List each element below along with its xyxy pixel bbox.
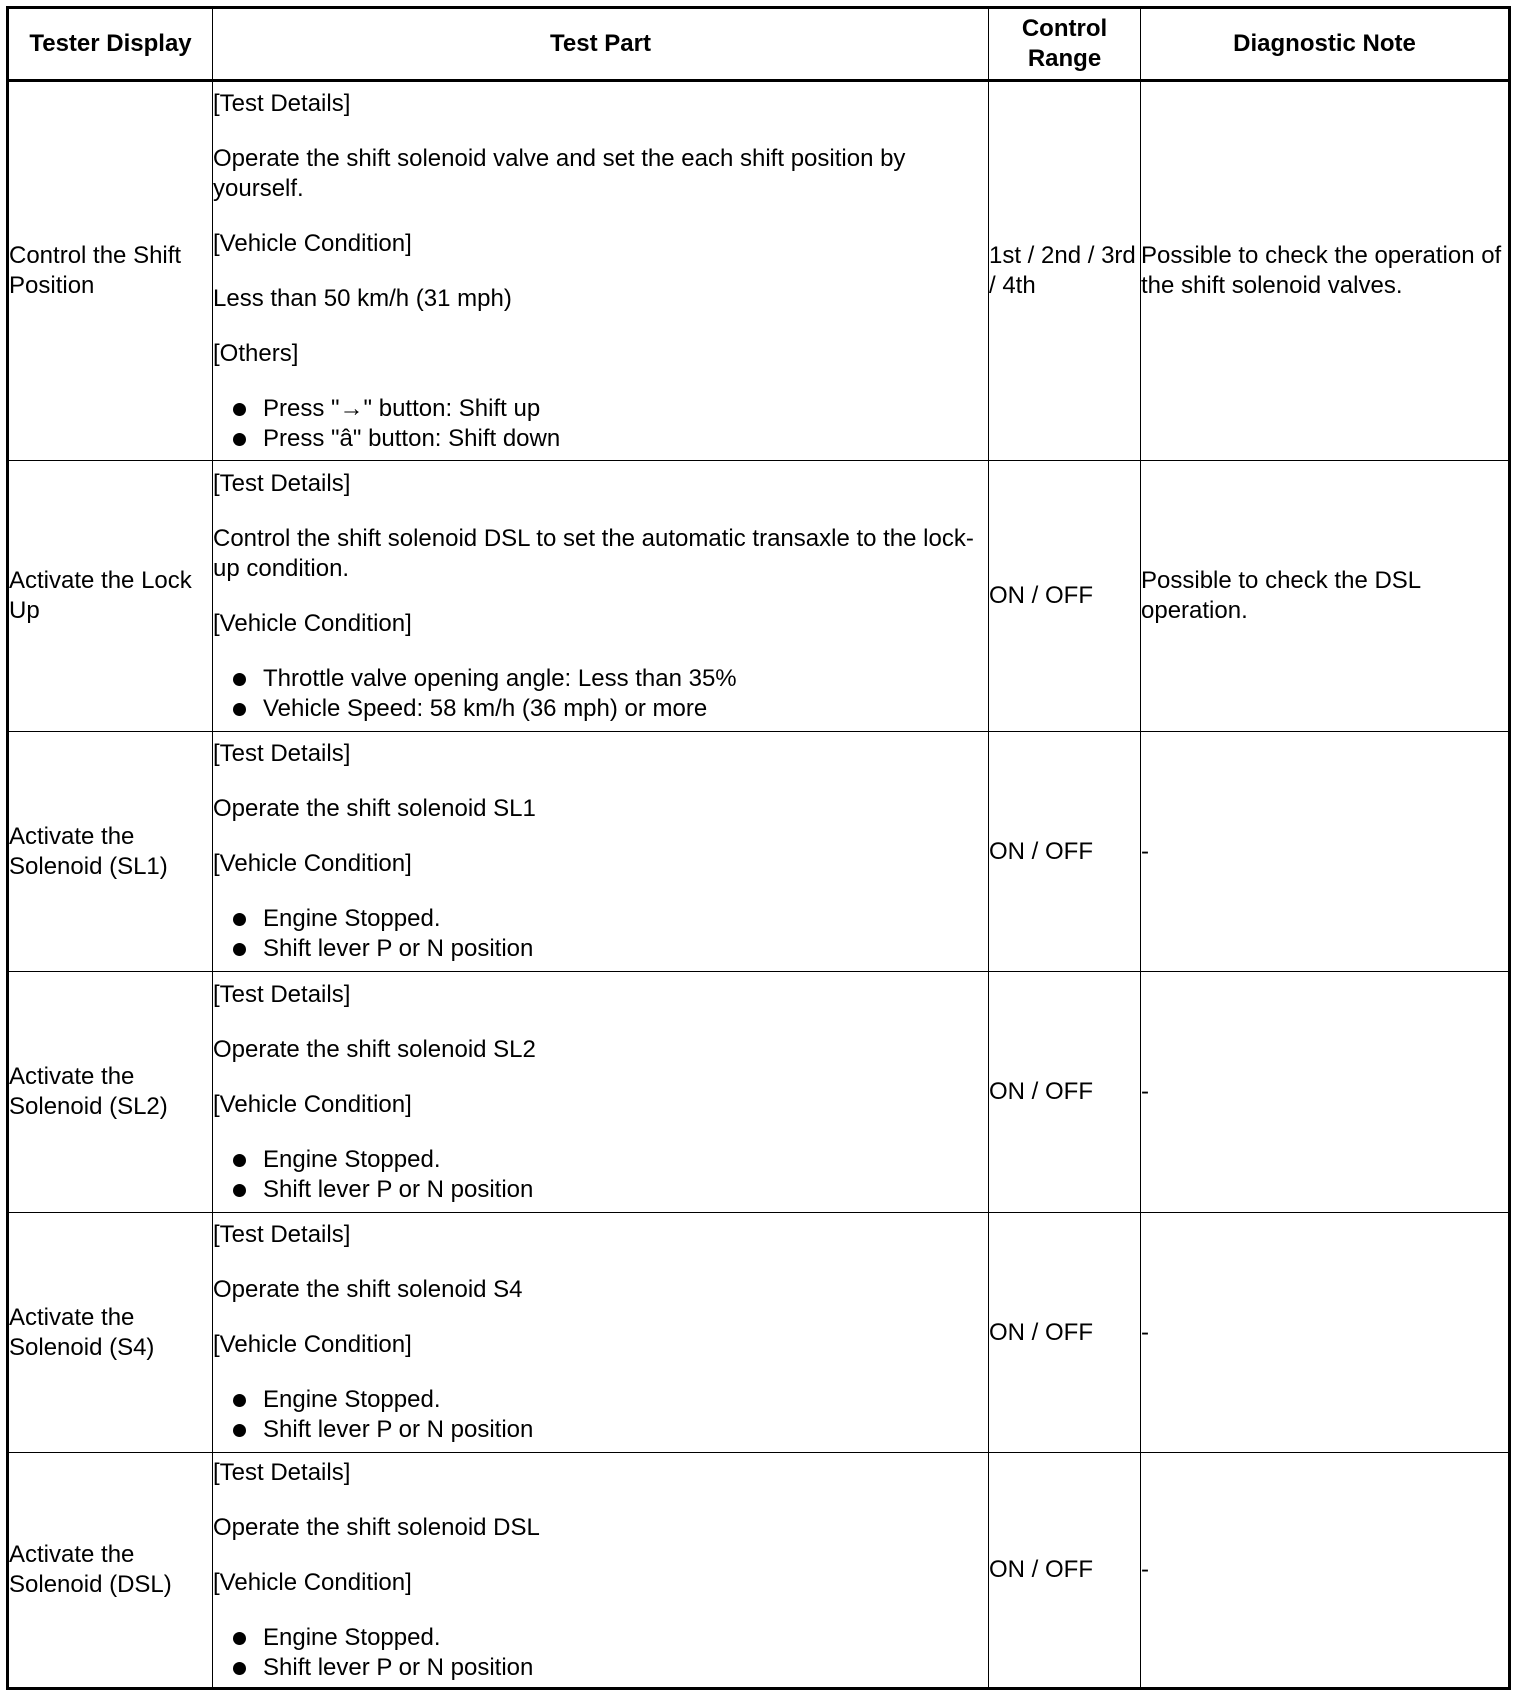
header-control-range — [989, 8, 1141, 81]
condition-bullet: Throttle valve opening angle: Less than 35% — [213, 664, 988, 694]
header-control-range-line2: Range — [1027, 45, 1102, 72]
test-part-paragraph: [Vehicle Condition] — [213, 850, 412, 877]
control-range-cell: ON / OFF — [989, 1453, 1141, 1689]
condition-bullet: Vehicle Speed: 58 km/h (36 mph) or more — [213, 694, 988, 724]
test-part-paragraph: Operate the shift solenoid S4 — [213, 1276, 523, 1303]
test-part-paragraph: Operate the shift solenoid DSL — [213, 1513, 540, 1541]
test-part-paragraph: [Vehicle Condition] — [213, 1568, 412, 1596]
diagnostic-note-cell: Possible to check the DSL operation. — [1141, 461, 1510, 732]
condition-bullet: Shift lever P or N position — [213, 934, 988, 964]
test-part-cell — [213, 732, 989, 972]
test-part-paragraph: [Test Details] — [213, 469, 351, 497]
test-part-paragraph: [Test Details] — [213, 1221, 351, 1248]
test-part-paragraph: [Test Details] — [213, 980, 351, 1008]
test-part-paragraph: [Test Details] — [213, 1458, 351, 1486]
test-part-cell — [213, 81, 989, 461]
test-part-paragraph: [Vehicle Condition] — [213, 1331, 412, 1358]
tester-display-cell: Activate the Solenoid (S4) — [8, 1213, 213, 1453]
condition-bullet-list — [213, 394, 988, 454]
active-test-table — [6, 6, 1511, 1690]
test-part-paragraph: [Test Details] — [213, 740, 351, 767]
test-part-paragraph: Less than 50 km/h (31 mph) — [213, 284, 512, 312]
diagnostic-note-cell: - — [1141, 1453, 1510, 1689]
test-part-paragraph: [Vehicle Condition] — [213, 1090, 412, 1118]
condition-bullet: Press "â" button: Shift down — [213, 424, 988, 454]
test-part-cell — [213, 1453, 989, 1689]
condition-bullet-list — [213, 1623, 988, 1683]
control-range-cell: ON / OFF — [989, 972, 1141, 1213]
header-tester-display: Tester Display — [8, 8, 213, 81]
condition-bullet-list — [213, 1145, 988, 1205]
condition-bullet: Shift lever P or N position — [213, 1175, 988, 1205]
header-control-range-line1: Control — [1021, 15, 1108, 42]
test-part-cell — [213, 1213, 989, 1453]
test-part-paragraph: Operate the shift solenoid valve and set the each shift position by yourself. — [213, 144, 906, 202]
table-row — [8, 461, 1510, 732]
condition-bullet-list — [213, 904, 988, 964]
test-part-paragraph: Operate the shift solenoid SL1 — [213, 795, 536, 822]
table-body — [8, 81, 1510, 1689]
header-test-part: Test Part — [213, 8, 989, 81]
table-row — [8, 1453, 1510, 1689]
test-part-paragraph: [Others] — [213, 339, 299, 367]
condition-bullet: Engine Stopped. — [213, 1623, 988, 1653]
test-part-paragraph: [Vehicle Condition] — [213, 609, 412, 637]
condition-bullet: Shift lever P or N position — [213, 1415, 988, 1445]
test-part-paragraph: [Test Details] — [213, 89, 351, 117]
condition-bullet: Shift lever P or N position — [213, 1653, 988, 1683]
control-range-cell: 1st / 2nd / 3rd / 4th — [989, 81, 1141, 461]
tester-display-cell: Activate the Solenoid (SL1) — [8, 732, 213, 972]
test-part-cell — [213, 461, 989, 732]
diagnostic-note-cell: Possible to check the operation of the shift solenoid valves. — [1141, 81, 1510, 461]
diagnostic-note-cell: - — [1141, 972, 1510, 1213]
test-part-paragraph: Operate the shift solenoid SL2 — [213, 1035, 536, 1063]
condition-bullet-list — [213, 664, 988, 724]
tester-display-cell: Control the Shift Position — [8, 81, 213, 461]
condition-bullet: Engine Stopped. — [213, 1385, 988, 1415]
test-part-paragraph: [Vehicle Condition] — [213, 229, 412, 257]
control-range-cell: ON / OFF — [989, 1213, 1141, 1453]
condition-bullet: Engine Stopped. — [213, 904, 988, 934]
control-range-cell: ON / OFF — [989, 732, 1141, 972]
condition-bullet: Press "→" button: Shift up — [213, 394, 988, 424]
diagnostic-note-cell: - — [1141, 1213, 1510, 1453]
control-range-cell: ON / OFF — [989, 461, 1141, 732]
test-part-paragraph: Control the shift solenoid DSL to set the automatic transaxle to the lock-up condition. — [213, 524, 974, 582]
tester-display-cell: Activate the Solenoid (SL2) — [8, 972, 213, 1213]
tester-display-cell: Activate the Solenoid (DSL) — [8, 1453, 213, 1689]
header-diagnostic-note: Diagnostic Note — [1141, 8, 1510, 81]
test-part-cell — [213, 972, 989, 1213]
condition-bullet-list — [213, 1385, 988, 1445]
diagnostic-note-cell: - — [1141, 732, 1510, 972]
tester-display-cell: Activate the Lock Up — [8, 461, 213, 732]
table-row — [8, 972, 1510, 1213]
table-row — [8, 1213, 1510, 1453]
condition-bullet: Engine Stopped. — [213, 1145, 988, 1175]
header-row — [8, 8, 1510, 81]
table-row — [8, 81, 1510, 461]
table-row — [8, 732, 1510, 972]
